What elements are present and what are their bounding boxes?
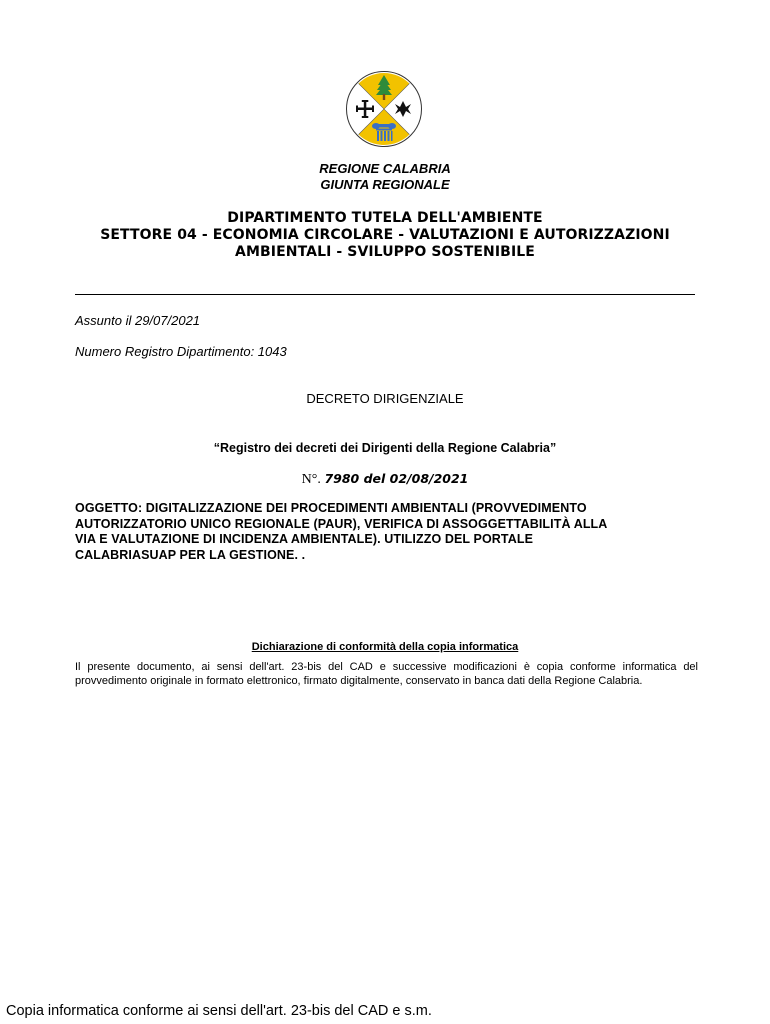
decree-type: DECRETO DIRIGENZIALE [306,391,464,406]
council-name: GIUNTA REGIONALE [320,177,450,192]
header-divider [75,294,695,295]
subject-line-1: OGGETTO: DIGITALIZZAZIONE DEI PROCEDIMENTI AMBIENTALI (PROVVEDIMENTO [75,501,587,515]
department-line-2: SETTORE 04 - ECONOMIA CIRCOLARE - VALUTAZIONI E AUTORIZZAZIONI [100,227,670,243]
subject-block [75,501,695,563]
department-line-1: DIPARTIMENTO TUTELA DELL'AMBIENTE [227,210,543,226]
decree-registry-title: “Registro dei decreti dei Dirigenti della Regione Calabria” [213,441,557,455]
subject-line-3: VIA E VALUTAZIONE DI INCIDENZA AMBIENTALE). UTILIZZO DEL PORTALE [75,532,534,546]
conformity-text: Il presente documento, ai sensi dell'art. 23-bis del CAD e successive modificazioni è copia conforme informatica del provvedimento originale in formato elettronico, firmato digitalmente, conservato in banca dati della Regione Calabria. [75,661,698,687]
regione-calabria-logo [345,68,423,150]
decree-number-prefix: N°. [301,472,321,487]
assunto-date: Assunto il 29/07/2021 [75,313,201,328]
issuer-block [0,161,770,193]
decree-number-value: 7980 del 02/08/2021 [324,471,469,486]
decree-number [0,471,770,488]
subject-line-2: AUTORIZZATORIO UNICO REGIONALE (PAUR), VERIFICA DI ASSOGGETTABILITÀ ALLA [75,516,608,531]
department-block [0,210,770,261]
registry-number: Numero Registro Dipartimento: 1043 [75,344,287,359]
conformity-title: Dichiarazione di conformità della copia informatica [251,641,519,653]
department-line-3: AMBIENTALI - SVILUPPO SOSTENIBILE [235,244,535,260]
footer-note: Copia informatica conforme ai sensi dell'art. 23-bis del CAD e s.m. [6,1003,432,1019]
subject-line-4: CALABRIASUAP PER LA GESTIONE. . [75,547,306,562]
region-name: REGIONE CALABRIA [319,161,451,176]
